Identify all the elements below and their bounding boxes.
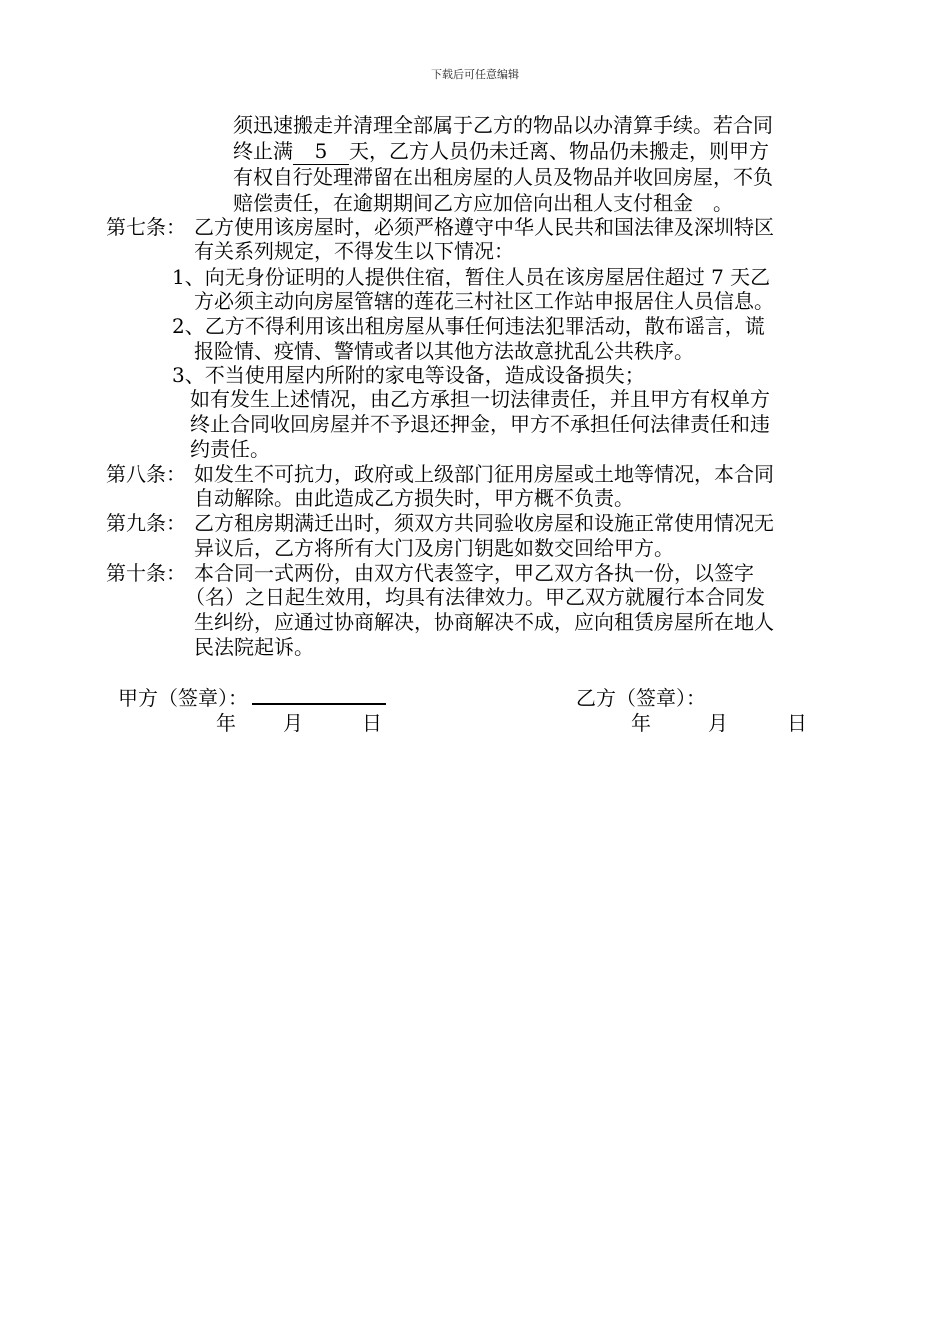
clause7-item2-line1: 2、乙方不得利用该出租房屋从事任何违法犯罪活动，散布谣言，谎 <box>172 314 765 338</box>
party-b-day: 日 <box>787 711 807 735</box>
clause7-tail-line3: 约责任。 <box>190 437 270 461</box>
clause8-line2: 自动解除。由此造成乙方损失时，甲方概不负责。 <box>194 486 634 510</box>
clause6-line3: 有权自行处理滞留在出租房屋的人员及物品并收回房屋，不负 <box>233 165 773 189</box>
party-a-label: 甲方（签章）： <box>118 686 248 710</box>
clause7-item1-line1: 1、向无身份证明的人提供住宿，暂住人员在该房屋居住超过 7 天乙 <box>172 265 771 289</box>
clause10-line3: 生纠纷，应通过协商解决，协商解决不成，应向租赁房屋所在地人 <box>194 610 774 634</box>
party-b-month: 月 <box>708 711 728 735</box>
clause7-line2: 有关系列规定，不得发生以下情况： <box>194 239 514 263</box>
clause8-line1: 如发生不可抗力，政府或上级部门征用房屋或土地等情况，本合同 <box>194 462 774 486</box>
clause7-item3-line1: 3、不当使用屋内所附的家电等设备，造成设备损失； <box>172 363 645 387</box>
download-note: 下载后可任意编辑 <box>431 68 519 81</box>
clause10-line4: 民法院起诉。 <box>194 635 314 659</box>
clause7-line1: 乙方使用该房屋时，必须严格遵守中华人民共和国法律及深圳特区 <box>194 215 774 239</box>
party-a-signature <box>118 685 386 711</box>
clause7-item1-line2: 方必须主动向房屋管辖的莲花三村社区工作站申报居住人员信息。 <box>194 289 774 313</box>
clause9-label: 第九条： <box>106 511 186 535</box>
clause6-line2 <box>233 138 769 164</box>
clause6-line4: 赔偿责任，在逾期期间乙方应加倍向出租人支付租金 。 <box>233 191 733 215</box>
party-a-month: 月 <box>283 711 303 735</box>
clause7-label: 第七条： <box>106 215 186 239</box>
clause6-line2-pre: 终止满 <box>233 139 293 163</box>
clause7-tail-line2: 终止合同收回房屋并不予退还押金，甲方不承担任何法律责任和违 <box>190 412 770 436</box>
party-a-year: 年 <box>216 711 236 735</box>
days-blank: 5 <box>293 138 349 165</box>
clause7-tail-line1: 如有发生上述情况，由乙方承担一切法律责任，并且甲方有权单方 <box>190 387 770 411</box>
party-b-label: 乙方（签章）： <box>576 686 706 710</box>
clause8-label: 第八条： <box>106 462 186 486</box>
clause10-label: 第十条： <box>106 561 186 585</box>
clause10-line2: （名）之日起生效用，均具有法律效力。甲乙双方就履行本合同发 <box>185 585 765 609</box>
clause6-line1: 须迅速搬走并清理全部属于乙方的物品以办清算手续。若合同 <box>233 113 773 137</box>
clause10-line1: 本合同一式两份，由双方代表签字，甲乙双方各执一份，以签字 <box>194 561 754 585</box>
party-a-day: 日 <box>362 711 382 735</box>
clause7-item2-line2: 报险情、疫情、警情或者以其他方法故意扰乱公共秩序。 <box>194 339 694 363</box>
clause9-line2: 异议后，乙方将所有大门及房门钥匙如数交回给甲方。 <box>194 536 674 560</box>
clause6-line2-post: 天，乙方人员仍未迁离、物品仍未搬走，则甲方 <box>349 139 769 163</box>
party-b-year: 年 <box>631 711 651 735</box>
clause9-line1: 乙方租房期满迁出时，须双方共同验收房屋和设施正常使用情况无 <box>194 511 774 535</box>
party-a-sign-line <box>252 685 386 705</box>
